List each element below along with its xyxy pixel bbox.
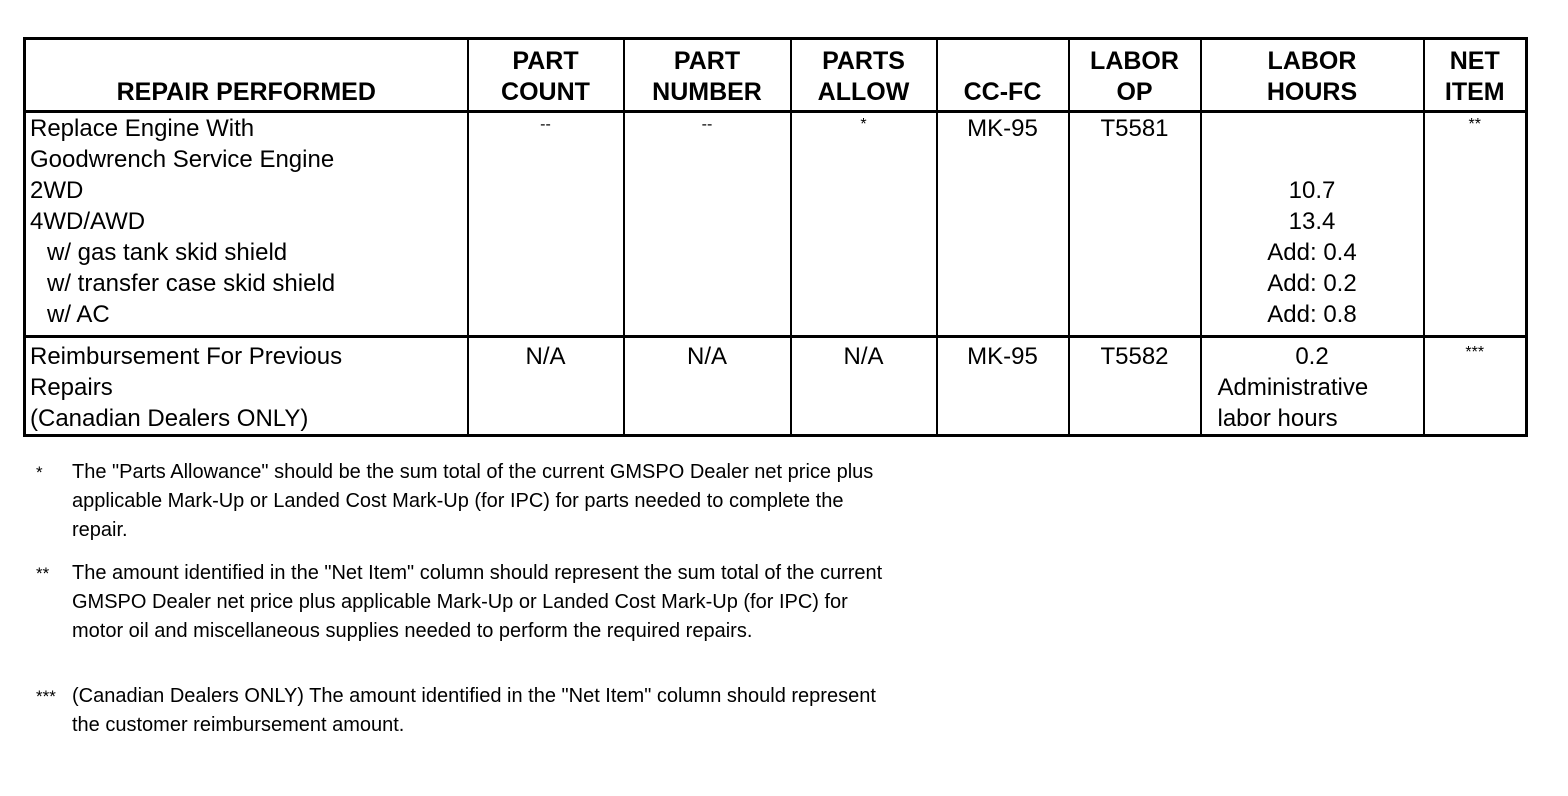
repair-performed-cell: [25, 112, 468, 337]
header-part-count: [468, 39, 624, 112]
net-item-value: **: [1468, 116, 1481, 133]
footnote-mark: ***: [36, 687, 56, 706]
repair-line: (Canadian Dealers ONLY): [30, 405, 309, 432]
table-header-row: [25, 39, 1527, 112]
repair-line: Reimbursement For Previous: [30, 343, 343, 370]
repair-line: Goodwrench Service Engine: [30, 146, 335, 173]
part-number-value: N/A: [686, 343, 727, 370]
repair-line: w/ transfer case skid shield: [47, 270, 336, 297]
labor-hours-line: Add: 0.8: [1267, 301, 1357, 328]
labor-hours-line: labor hours: [1217, 405, 1338, 432]
parts-allow-cell: [791, 112, 937, 337]
footnote-net-item: [36, 559, 1066, 646]
labor-hours-line: Administrative: [1217, 374, 1369, 401]
part-count-cell: [468, 337, 624, 436]
table-row-reimbursement: [25, 337, 1527, 436]
labor-hours-line: Add: 0.2: [1267, 270, 1357, 297]
footnote-parts-allowance: [36, 458, 1066, 545]
labor-op-value: T5581: [1100, 115, 1169, 142]
footnote-line: motor oil and miscellaneous supplies needed to perform the required repairs.: [72, 620, 753, 642]
parts-allow-value: *: [860, 116, 867, 133]
labor-hours-cell: [1201, 337, 1424, 436]
header-line: PARTS: [822, 47, 905, 75]
cc-fc-cell: [937, 112, 1069, 337]
footnote-line: (Canadian Dealers ONLY) The amount identified in the "Net Item" column should represent: [72, 685, 876, 707]
labor-op-value: T5582: [1100, 343, 1169, 370]
header-labor-op: [1069, 39, 1201, 112]
header-net-item: [1424, 39, 1527, 112]
cc-fc-value: MK-95: [967, 115, 1038, 142]
labor-hours-cell: [1201, 112, 1424, 337]
footnote-line: applicable Mark-Up or Landed Cost Mark-Up (for IPC) for parts needed to complete the: [72, 490, 844, 512]
header-part-number: [624, 39, 791, 112]
header-line: CC-FC: [963, 78, 1042, 106]
repair-line: 4WD/AWD: [30, 208, 146, 235]
cc-fc-value: MK-95: [967, 343, 1038, 370]
labor-op-cell: [1069, 112, 1201, 337]
repair-performed-cell: [25, 337, 468, 436]
header-line: ITEM: [1444, 78, 1505, 106]
header-line: ALLOW: [817, 78, 910, 106]
part-number-cell: [624, 112, 791, 337]
labor-hours-line: [1202, 144, 1423, 175]
footnote-mark: *: [36, 463, 43, 482]
labor-hours-line: 0.2: [1295, 343, 1329, 370]
labor-hours-line: [1202, 113, 1423, 144]
repair-table: [23, 37, 1528, 437]
header-labor-hours: [1201, 39, 1424, 112]
repair-line: Repairs: [30, 374, 113, 401]
header-line: PART: [512, 47, 579, 75]
header-line: HOURS: [1266, 78, 1358, 106]
repair-line: w/ AC: [47, 301, 110, 328]
part-count-value: N/A: [525, 343, 566, 370]
header-cc-fc: [937, 39, 1069, 112]
part-count-value: --: [540, 116, 551, 133]
header-line: REPAIR PERFORMED: [116, 78, 376, 106]
footnote-line: The "Parts Allowance" should be the sum total of the current GMSPO Dealer net price plus: [72, 461, 874, 483]
header-line: NET: [1449, 47, 1500, 75]
header-line: LABOR: [1267, 47, 1357, 75]
header-line: COUNT: [501, 78, 590, 106]
footnote-line: repair.: [72, 519, 128, 541]
part-number-value: --: [701, 116, 713, 133]
repair-line: Replace Engine With: [30, 115, 255, 142]
labor-op-cell: [1069, 337, 1201, 436]
footnote-mark: **: [36, 564, 50, 583]
labor-hours-line: Add: 0.4: [1267, 239, 1357, 266]
footnote-canadian-reimbursement: [36, 682, 1066, 740]
header-line: NUMBER: [652, 78, 762, 106]
part-number-cell: [624, 337, 791, 436]
header-repair-performed: [25, 39, 468, 112]
header-line: PART: [673, 47, 741, 75]
footnote-line: GMSPO Dealer net price plus applicable Mark-Up or Landed Cost Mark-Up (for IPC) for: [72, 591, 848, 613]
header-line: OP: [1116, 78, 1153, 106]
footnote-line: the customer reimbursement amount.: [72, 714, 405, 736]
part-count-cell: [468, 112, 624, 337]
net-item-cell: [1424, 337, 1527, 436]
footnote-line: The amount identified in the "Net Item" column should represent the sum total of the current: [72, 562, 883, 584]
labor-hours-line: 13.4: [1288, 208, 1336, 235]
header-parts-allow: [791, 39, 937, 112]
net-item-value: ***: [1465, 344, 1485, 361]
parts-allow-value: N/A: [843, 343, 884, 370]
repair-line: w/ gas tank skid shield: [47, 239, 288, 266]
net-item-cell: [1424, 112, 1527, 337]
repair-line: 2WD: [30, 177, 84, 204]
parts-allow-cell: [791, 337, 937, 436]
labor-hours-line: 10.7: [1288, 177, 1336, 204]
table-row-engine-replacement: [25, 112, 1527, 337]
footnotes: [36, 458, 1066, 740]
header-line: LABOR: [1090, 47, 1179, 75]
cc-fc-cell: [937, 337, 1069, 436]
